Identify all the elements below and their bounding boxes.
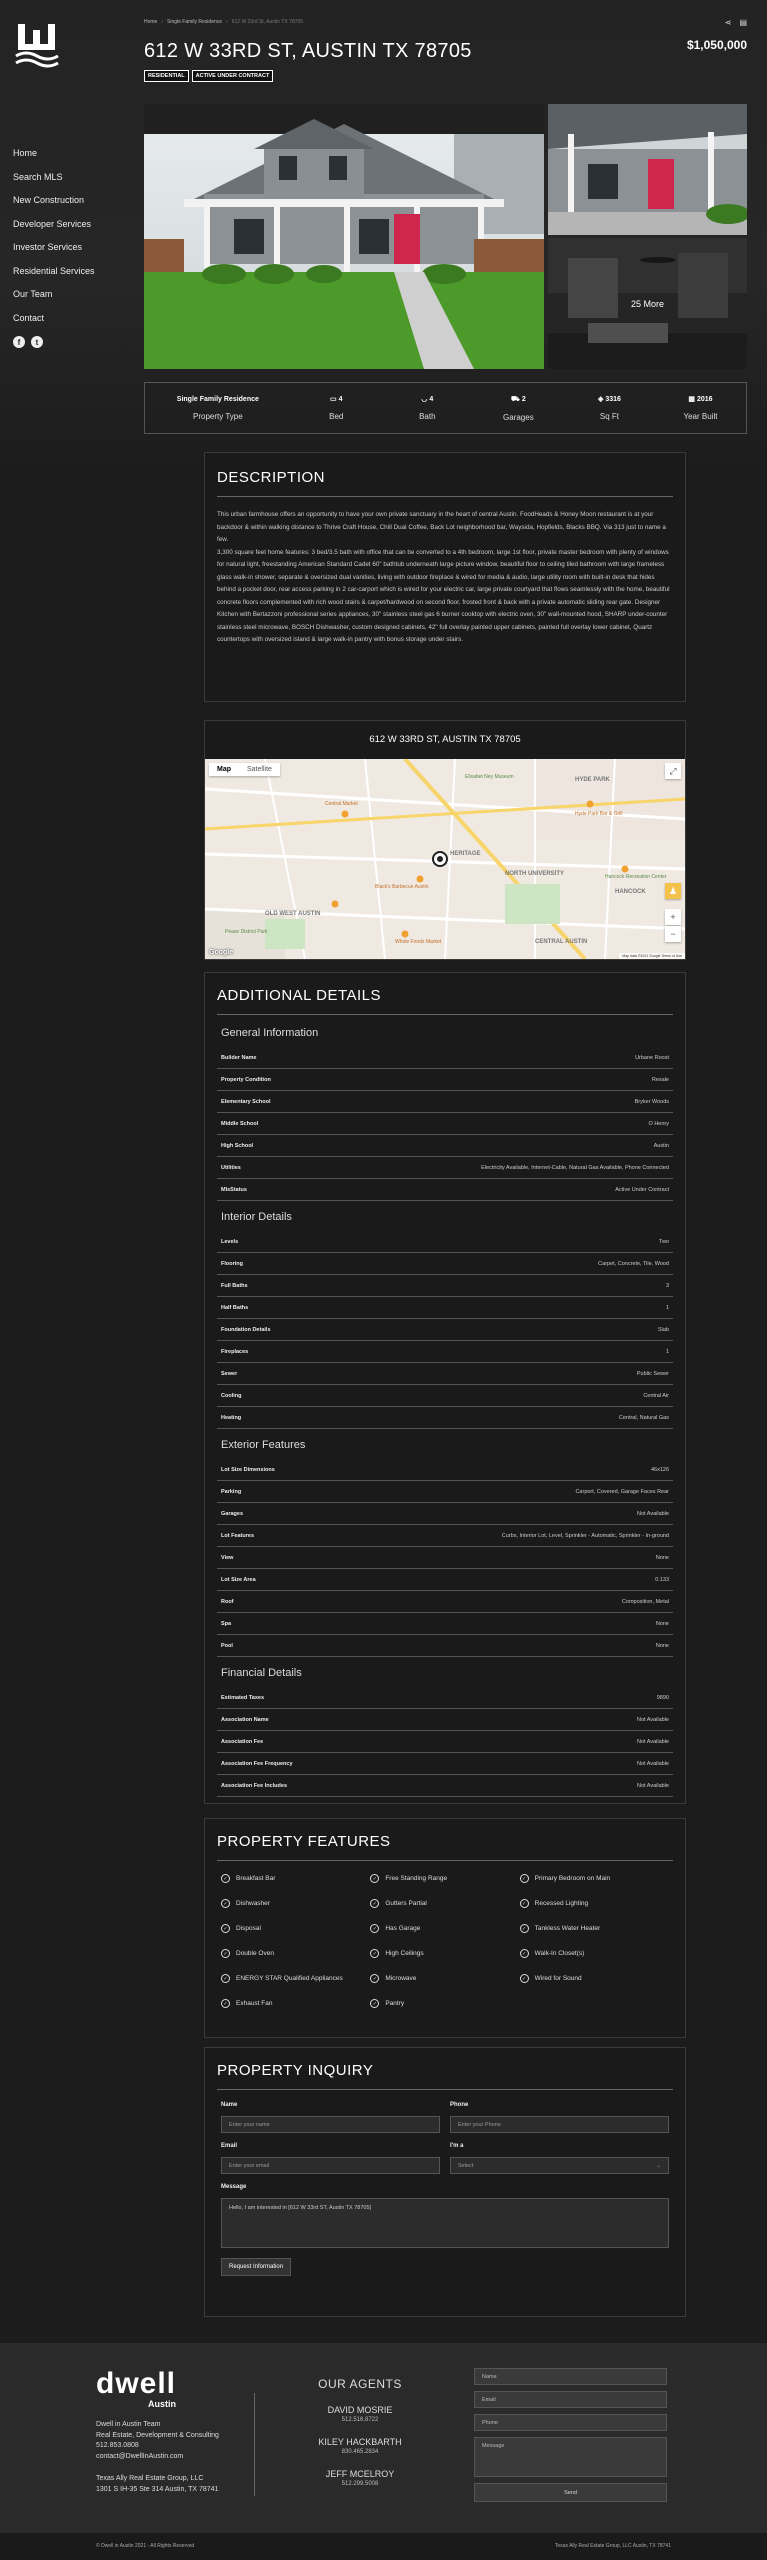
table-row	[217, 1569, 673, 1591]
inquiry-heading: PROPERTY INQUIRY	[217, 2062, 374, 2079]
detail-value: None	[655, 1620, 669, 1627]
check-circle-icon: ✓	[370, 1924, 379, 1933]
print-icon[interactable]: ▤	[739, 18, 747, 27]
feature-label: ENERGY STAR Qualified Appliances	[236, 1975, 343, 1982]
check-circle-icon: ✓	[370, 1899, 379, 1908]
map-poi-label: Hancock Recreation Center	[605, 874, 667, 880]
breadcrumb	[144, 19, 303, 25]
footer-contact-form	[474, 2368, 667, 2502]
footer-brokerage: Texas Ally Real Estate Group, LLC 1301 S IH-35 Ste 314 Austin, TX 78741	[96, 2475, 219, 2493]
email-label: Email	[221, 2143, 238, 2149]
detail-key: Cooling	[221, 1392, 242, 1399]
check-circle-icon: ✓	[520, 1899, 529, 1908]
detail-value: None	[655, 1554, 669, 1561]
feature-label: Disposal	[236, 1925, 261, 1932]
details-section-title: General Information	[221, 1027, 319, 1039]
list-item	[520, 1873, 669, 1884]
zoom-in-icon[interactable]: +	[665, 909, 681, 925]
check-circle-icon: ✓	[520, 1974, 529, 1983]
detail-key: Full Baths	[221, 1282, 248, 1289]
nav-home[interactable]: Home	[13, 148, 38, 158]
footer-phone[interactable]: 512.853.0808	[96, 2442, 139, 2449]
stat-bed: ▭ 4 Bed	[329, 396, 344, 421]
list-item	[370, 1948, 519, 1959]
table-row	[217, 1113, 673, 1135]
check-circle-icon: ✓	[370, 1874, 379, 1883]
property-inquiry-panel	[204, 2047, 686, 2317]
name-label: Name	[221, 2102, 238, 2108]
footer-contact: Dwell in Austin Team Real Estate, Development & Consulting 512.853.0808 contact@DwellInAustin.com	[96, 2420, 219, 2462]
detail-key: Middle School	[221, 1120, 259, 1127]
nav-contact[interactable]: Contact	[13, 312, 45, 323]
list-item	[370, 1998, 519, 2009]
list-item	[520, 1948, 669, 1959]
map-label: CENTRAL AUSTIN	[535, 939, 588, 945]
check-circle-icon: ✓	[221, 1949, 230, 1958]
status-badge: ACTIVE UNDER CONTRACT	[192, 70, 274, 82]
footer-name-input[interactable]: Name	[474, 2368, 667, 2385]
detail-value: Not Available	[636, 1738, 669, 1745]
breadcrumb-type[interactable]: Single Family Residence	[167, 19, 223, 25]
feature-label: Exhaust Fan	[236, 2000, 273, 2007]
check-circle-icon: ✓	[520, 1949, 529, 1958]
detail-key: Flooring	[221, 1260, 243, 1267]
features-heading: PROPERTY FEATURES	[217, 1833, 391, 1850]
nav-our-team[interactable]: Our Team	[13, 289, 53, 299]
list-item	[520, 1923, 669, 1934]
map-label: OLD WEST AUSTIN	[265, 911, 321, 917]
check-circle-icon: ✓	[221, 1999, 230, 2008]
map-poi-label: Hyde Park Bar & Grill	[575, 811, 623, 817]
feature-label: Primary Bedroom on Main	[534, 1875, 611, 1882]
table-row	[217, 1635, 673, 1657]
chevron-down-icon: ⌄	[656, 2162, 661, 2169]
detail-key: Lot Size Area	[221, 1576, 256, 1583]
gallery-main-photo[interactable]	[144, 104, 544, 369]
detail-key: MlsStatus	[221, 1186, 247, 1193]
table-row	[217, 1091, 673, 1113]
table-row	[217, 1753, 673, 1775]
listing-price: $1,050,000	[686, 38, 747, 52]
table-row	[217, 1591, 673, 1613]
feature-label: Recessed Lighting	[534, 1900, 589, 1907]
detail-value: Urbane Roost	[635, 1054, 669, 1061]
map-label: NORTH UNIVERSITY	[505, 871, 565, 877]
feature-label: Double Oven	[236, 1950, 274, 1957]
credit-text: Texas Ally Real Estate Group, LLC Austin, TX 78741	[554, 2543, 671, 2549]
detail-key: View	[221, 1554, 234, 1561]
table-row	[217, 1547, 673, 1569]
agent-card: JEFF MCELROY 512.299.5008	[325, 2469, 395, 2487]
list-item	[370, 1923, 519, 1934]
map-label: HYDE PARK	[575, 777, 610, 783]
detail-value: 46x126	[650, 1466, 669, 1473]
footer-email[interactable]: contact@DwellInAustin.com	[96, 2452, 184, 2460]
name-input[interactable]: Enter your name	[221, 2116, 440, 2133]
ruler-icon: ◈	[597, 396, 604, 403]
nav-residential-services[interactable]: Residential Services	[13, 265, 95, 276]
table-row	[217, 1069, 673, 1091]
detail-key: Garages	[221, 1510, 244, 1517]
detail-key: Heating	[221, 1414, 242, 1421]
feature-label: Wired for Sound	[534, 1975, 582, 1982]
breadcrumb-home[interactable]: Home	[144, 19, 158, 25]
table-row	[217, 1319, 673, 1341]
table-row	[217, 1687, 673, 1709]
pegman-icon[interactable]: ♟	[665, 883, 681, 899]
detail-key: Foundation Details	[221, 1326, 271, 1333]
table-row	[217, 1459, 673, 1481]
detail-key: Builder Name	[221, 1054, 257, 1061]
twitter-icon[interactable]: t	[31, 336, 43, 348]
phone-input[interactable]: Enter your Phone	[450, 2116, 669, 2133]
footer-phone-input[interactable]: Phone	[474, 2414, 667, 2431]
check-circle-icon: ✓	[221, 1974, 230, 1983]
map-attribution[interactable]: Map data ©2021 Google Terms of Use	[619, 953, 685, 959]
detail-value: Curbs, Interior Lot, Level, Sprinkler - Automatic, Sprinkler - In-ground	[501, 1532, 669, 1539]
table-row	[217, 1407, 673, 1429]
map-poi-label: Elisabet Ney Museum	[465, 774, 514, 780]
details-section	[217, 1439, 673, 1657]
detail-key: Fireplaces	[221, 1348, 249, 1355]
detail-value: 0.133	[655, 1576, 669, 1583]
chevron-right-icon: ›	[226, 19, 228, 25]
zoom-out-icon[interactable]: −	[665, 926, 681, 942]
main-nav	[13, 148, 95, 348]
site-logo[interactable]	[14, 22, 60, 68]
check-circle-icon: ✓	[370, 1999, 379, 2008]
nav-new-construction[interactable]: New Construction	[13, 195, 85, 205]
table-row	[217, 1179, 673, 1201]
google-logo: Google	[209, 949, 234, 956]
phone-label: Phone	[450, 2102, 469, 2108]
additional-heading: ADDITIONAL DETAILS	[217, 987, 382, 1004]
detail-key: Association Fee	[221, 1738, 264, 1745]
feature-label: High Ceilings	[385, 1950, 424, 1957]
detail-value: Active Under Contract	[615, 1186, 669, 1193]
map-panel	[204, 720, 686, 960]
detail-value: Bryker Woods	[634, 1098, 669, 1105]
detail-value: Carport, Covered, Garage Faces Rear	[575, 1488, 669, 1495]
stat-year-built: ▦ 2016 Year Built	[683, 396, 718, 421]
table-row	[217, 1709, 673, 1731]
feature-label: Gutters Partial	[385, 1900, 427, 1907]
detail-key: Property Condition	[221, 1076, 271, 1083]
breadcrumb-current: 612 W 33rd St, Austin TX 78705	[231, 19, 304, 25]
table-row	[217, 1525, 673, 1547]
stat-garages: ⛟ 2 Garages	[503, 395, 534, 422]
our-agents: OUR AGENTS DAVID MOSRIE 512.516.8722 KILEY HACKBARTH 830.465.2834 JEFF MCELROY 512.299.5008	[290, 2377, 430, 2501]
stats-bar	[144, 382, 747, 434]
check-circle-icon: ✓	[221, 1924, 230, 1933]
detail-key: Estimated Taxes	[221, 1694, 265, 1701]
table-row	[217, 1047, 673, 1069]
detail-value: O Henry	[648, 1120, 669, 1127]
detail-key: Association Name	[221, 1716, 269, 1723]
detail-key: Elementary School	[221, 1098, 271, 1105]
table-row	[217, 1503, 673, 1525]
table-row	[217, 1231, 673, 1253]
feature-label: Breakfast Bar	[236, 1875, 276, 1882]
detail-key: Pool	[221, 1642, 233, 1649]
check-circle-icon: ✓	[520, 1924, 529, 1933]
footer	[0, 2343, 767, 2533]
detail-key: Association Fee Frequency	[221, 1760, 293, 1767]
detail-value: 3	[665, 1282, 669, 1289]
status-badge: RESIDENTIAL	[144, 70, 189, 82]
detail-value: Slab	[657, 1326, 669, 1333]
detail-value: Electricity Available, Internet-Cable, Natural Gas Available, Phone Connected	[481, 1164, 669, 1171]
list-item	[370, 1898, 519, 1909]
description-text: This urban farmhouse offers an opportunity to have your own private sanctuary in the heart of central Austin. FoodHeads & Honey Moon restaurant is at your backdoor & within walking distance to Thrive Craft House, Chill Dual Coffee, Back Lot neighborhood bar, Waysida, Hopfields, Blacks BBQ. Via 313 just to name a few.	[217, 511, 666, 543]
map-label: HANCOCK	[615, 889, 646, 895]
list-item	[221, 1998, 370, 2009]
detail-value: Central Air	[643, 1392, 669, 1399]
role-select[interactable]: Select ⌄	[450, 2157, 669, 2174]
check-circle-icon: ✓	[520, 1874, 529, 1883]
map-view[interactable]	[205, 759, 685, 959]
table-row	[217, 1157, 673, 1179]
table-row	[217, 1135, 673, 1157]
detail-value: Central, Natural Gas	[618, 1414, 669, 1421]
copyright-text: © Dwell in Austin 2021 - All Rights Reserved	[96, 2543, 195, 2549]
agent-card: DAVID MOSRIE 512.516.8722	[327, 2405, 393, 2423]
table-row	[217, 1297, 673, 1319]
map-heading: 612 W 33RD ST, AUSTIN TX 78705	[369, 734, 521, 745]
detail-value: Composition, Metal	[621, 1598, 669, 1605]
details-section-title: Interior Details	[221, 1211, 292, 1223]
copyright-bar	[0, 2533, 767, 2560]
property-features-panel	[204, 1818, 686, 2038]
map-tab-map[interactable]: Map	[217, 766, 231, 773]
footer-email-input[interactable]: Email	[474, 2391, 667, 2408]
gallery-thumb-porch[interactable]	[548, 104, 747, 235]
detail-key: Sewer	[221, 1370, 238, 1377]
nav-search-mls[interactable]: Search MLS	[13, 171, 63, 182]
feature-label: Dishwasher	[236, 1900, 270, 1907]
header-actions	[725, 18, 747, 27]
detail-value: Two	[658, 1238, 669, 1245]
message-textarea[interactable]: Hello, I am interested in [612 W 33rd ST, Austin TX 78705]	[221, 2198, 669, 2248]
list-item	[221, 1898, 370, 1909]
social-links	[13, 336, 95, 348]
table-row	[217, 1481, 673, 1503]
table-row	[217, 1775, 673, 1797]
nav-investor-services[interactable]: Investor Services	[13, 242, 83, 252]
details-section	[217, 1211, 673, 1429]
chevron-right-icon: ›	[161, 19, 164, 25]
map-poi-label: Black's Barbecue Austin	[375, 884, 429, 890]
agent-card: KILEY HACKBARTH 830.465.2834	[318, 2437, 402, 2455]
footer-divider	[254, 2393, 255, 2496]
check-circle-icon: ✓	[370, 1949, 379, 1958]
description-text: 3,300 square feet home features: 3 bed/3.5 bath with office that can be converted to a 4th bedroom, large 1st floor, private master bedroom with plenty of windows for natural light, freestanding American Standard Cadet 60" bathtub underneath large picture window, beautiful floor to ceiling tiled bathroom with large frameless glass walk-in shower, separate & oversized dual vanities, living with outdoor fireplace & wired for media & audio, large utility room with built-in desk that hides behind a pocket door, rear access parking in 2 car-carport which is wired for your electric car, large private courtyard that flows seamlessly with the home, beautiful concrete floors complemented with rich wood stairs & carpet/hardwood on second floor, frosted front & back with a private automatic sliding rear gate. Designer Kitchen with Bertazzoni professional series appliances, 30" stainless steel gas 6 burner cooktop with electric oven, 30" wall-mounted hood, SHARP under-counter stainless steel microwave, BOSCH Dishwasher, custom designed cabinets, 42" full overlay painted upper cabinets, painted full overlay lower cabinet, Quartz countertops with oversized island & large walk-in pantry with bonus storage under stairs.	[217, 548, 670, 643]
bed-icon: ▭	[329, 396, 337, 403]
detail-value: Public Sewer	[636, 1370, 669, 1377]
check-circle-icon: ✓	[370, 1974, 379, 1983]
description-heading: DESCRIPTION	[217, 469, 326, 486]
detail-key: Lot Features	[221, 1532, 255, 1539]
status-badges	[144, 70, 273, 82]
map-poi-label: Pease District Park	[225, 929, 268, 935]
facebook-icon[interactable]: f	[13, 336, 25, 348]
email-input[interactable]: Enter your email	[221, 2157, 440, 2174]
nav-developer-services[interactable]: Developer Services	[13, 218, 92, 229]
detail-value: Austin	[653, 1142, 669, 1149]
detail-key: Levels	[221, 1238, 239, 1245]
table-row	[217, 1385, 673, 1407]
bath-icon: ◡	[421, 396, 428, 403]
stat-sqft: ◈ 3316 Sq Ft	[597, 396, 621, 421]
footer-logo[interactable]: dwell Austin	[96, 2367, 177, 2409]
table-row	[217, 1613, 673, 1635]
detail-value: 9890	[656, 1694, 669, 1701]
detail-value: Not Available	[636, 1510, 669, 1517]
request-information-button[interactable]: Request Information	[221, 2258, 291, 2276]
list-item	[520, 1898, 669, 1909]
details-section	[217, 1667, 673, 1797]
footer-message-textarea[interactable]: Message	[474, 2437, 667, 2477]
stat-property-type: Single Family Residence Property Type	[176, 395, 259, 421]
details-section	[217, 1027, 673, 1201]
description-panel	[204, 452, 686, 702]
calendar-icon: ▦	[688, 396, 695, 403]
feature-label: Free Standing Range	[385, 1875, 448, 1882]
map-type-tabs	[209, 763, 280, 776]
role-label: I'm a	[450, 2143, 464, 2149]
detail-key: Roof	[221, 1598, 234, 1605]
car-icon: ⛟	[511, 395, 520, 403]
stat-bath: ◡ 4 Bath	[419, 396, 436, 421]
map-poi-label: Central Market	[325, 801, 358, 807]
additional-details-panel	[204, 972, 686, 1804]
list-item	[221, 1923, 370, 1934]
detail-key: High School	[221, 1142, 254, 1149]
list-item	[370, 1873, 519, 1884]
detail-value: Resale	[651, 1076, 669, 1083]
map-label: HERITAGE	[450, 851, 481, 857]
detail-value: Not Available	[636, 1716, 669, 1723]
feature-label: Has Garage	[385, 1925, 421, 1932]
details-section-title: Exterior Features	[221, 1439, 306, 1451]
detail-value: Not Available	[636, 1760, 669, 1767]
more-photos-overlay[interactable]: 25 More	[548, 238, 747, 369]
list-item	[221, 1948, 370, 1959]
gallery-thumb-living-room[interactable]	[548, 238, 747, 369]
table-row	[217, 1275, 673, 1297]
check-circle-icon: ✓	[221, 1899, 230, 1908]
map-tab-satellite[interactable]: Satellite	[247, 766, 272, 773]
message-label: Message	[221, 2184, 247, 2190]
detail-value: 1	[665, 1304, 669, 1311]
detail-key: Spa	[221, 1620, 232, 1627]
table-row	[217, 1341, 673, 1363]
list-item	[221, 1973, 370, 1984]
map-poi-label: Whole Foods Market	[395, 939, 442, 945]
detail-key: Parking	[221, 1488, 242, 1495]
detail-value: Not Available	[636, 1782, 669, 1789]
table-row	[217, 1363, 673, 1385]
detail-value: None	[655, 1642, 669, 1649]
feature-label: Pantry	[385, 2000, 405, 2007]
share-icon[interactable]: ⋖	[724, 18, 732, 27]
feature-label: Walk-In Closet(s)	[534, 1950, 585, 1957]
detail-key: Association Fee Includes	[221, 1782, 288, 1789]
feature-label: Microwave	[385, 1975, 417, 1982]
list-item	[221, 1873, 370, 1884]
feature-label: Tankless Water Heater	[534, 1925, 601, 1932]
page-title: 612 W 33RD ST, AUSTIN TX 78705	[144, 40, 472, 62]
detail-value: Carpet, Concrete, Tile, Wood	[598, 1260, 669, 1267]
detail-key: Lot Size Dimensions	[221, 1466, 275, 1473]
details-section-title: Financial Details	[221, 1667, 302, 1679]
detail-key: Utilities	[221, 1164, 241, 1171]
detail-value: 1	[665, 1348, 669, 1355]
list-item	[520, 1973, 669, 1984]
table-row	[217, 1253, 673, 1275]
list-item	[370, 1973, 519, 1984]
detail-key: Half Baths	[221, 1304, 249, 1311]
features-grid	[217, 1873, 673, 2009]
footer-send-button[interactable]: Send	[474, 2483, 667, 2502]
fullscreen-icon[interactable]: ⤢	[665, 763, 681, 779]
table-row	[217, 1731, 673, 1753]
check-circle-icon: ✓	[221, 1874, 230, 1883]
